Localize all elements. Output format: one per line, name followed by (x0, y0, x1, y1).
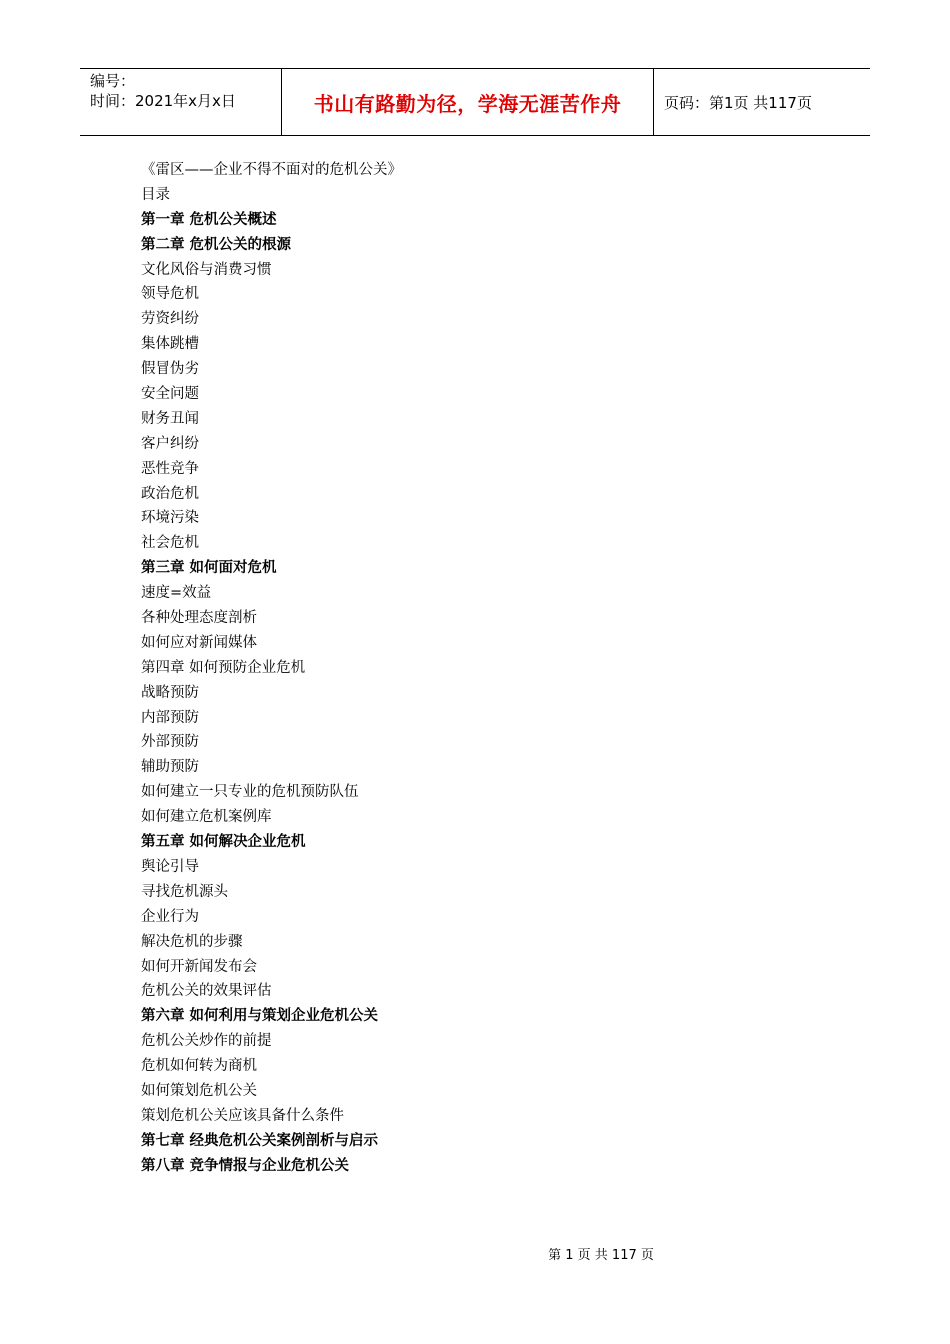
toc-entry: 各种处理态度剖析 (141, 610, 257, 627)
toc-entry: 第四章 如何预防企业危机 (141, 659, 306, 676)
toc-entry: 舆论引导 (141, 858, 199, 875)
toc-entry: 目录 (141, 186, 170, 203)
toc-entry: 危机公关炒作的前提 (141, 1033, 272, 1050)
toc-chapter-heading: 第八章 竞争情报与企业危机公关 (141, 1157, 350, 1174)
toc-entry: 企业行为 (141, 908, 199, 925)
header-meta (90, 71, 280, 111)
toc-entry: 《雷区——企业不得不面对的危机公关》 (141, 162, 402, 178)
toc-entry: 辅助预防 (141, 759, 199, 776)
document-time-label: 时间：2021年x月x日 (90, 92, 236, 110)
toc-chapter-heading: 第二章 危机公关的根源 (141, 236, 292, 253)
toc-entry: 如何策划危机公关 (141, 1082, 257, 1099)
toc-entry: 外部预防 (141, 734, 199, 751)
toc-entry: 领导危机 (141, 286, 199, 303)
toc-entry: 如何建立一只专业的危机预防队伍 (141, 784, 359, 801)
toc-entry: 速度=效益 (141, 585, 212, 602)
toc-entry: 如何开新闻发布会 (141, 958, 257, 975)
header-page-info: 页码：第1页 共117页 (664, 94, 812, 112)
page-footer: 第 1 页 共 117 页 (548, 1248, 654, 1263)
toc-entry: 恶性竞争 (141, 460, 199, 477)
toc-entry: 政治危机 (141, 485, 199, 502)
header-motto: 书山有路勤为径，学海无涯苦作舟 (281, 69, 654, 135)
toc-entry: 财务丑闻 (141, 410, 199, 427)
toc-entry: 环境污染 (141, 510, 199, 527)
toc-entry: 社会危机 (141, 535, 199, 552)
toc-chapter-heading: 第七章 经典危机公关案例剖析与启示 (141, 1132, 379, 1149)
toc-entry: 战略预防 (141, 684, 199, 701)
toc-entry: 危机如何转为商机 (141, 1058, 257, 1075)
table-of-contents (141, 158, 402, 1179)
toc-entry: 客户纠纷 (141, 435, 199, 452)
document-number-label: 编号： (90, 72, 136, 90)
toc-entry: 劳资纠纷 (141, 311, 199, 328)
toc-entry: 文化风俗与消费习惯 (141, 261, 272, 278)
toc-entry: 假冒伪劣 (141, 361, 199, 378)
toc-chapter-heading: 第五章 如何解决企业危机 (141, 834, 306, 851)
toc-entry: 如何应对新闻媒体 (141, 634, 257, 651)
toc-entry: 集体跳槽 (141, 336, 199, 353)
toc-entry: 如何建立危机案例库 (141, 809, 272, 826)
toc-entry: 解决危机的步骤 (141, 933, 243, 950)
toc-chapter-heading: 第六章 如何利用与策划企业危机公关 (141, 1008, 379, 1025)
toc-entry: 策划危机公关应该具备什么条件 (141, 1107, 344, 1124)
toc-entry: 安全问题 (141, 386, 199, 403)
toc-entry: 危机公关的效果评估 (141, 983, 272, 1000)
toc-entry: 内部预防 (141, 709, 199, 726)
toc-entry: 寻找危机源头 (141, 883, 228, 900)
page-header (80, 68, 870, 136)
toc-chapter-heading: 第一章 危机公关概述 (141, 211, 277, 228)
toc-chapter-heading: 第三章 如何面对危机 (141, 560, 277, 577)
